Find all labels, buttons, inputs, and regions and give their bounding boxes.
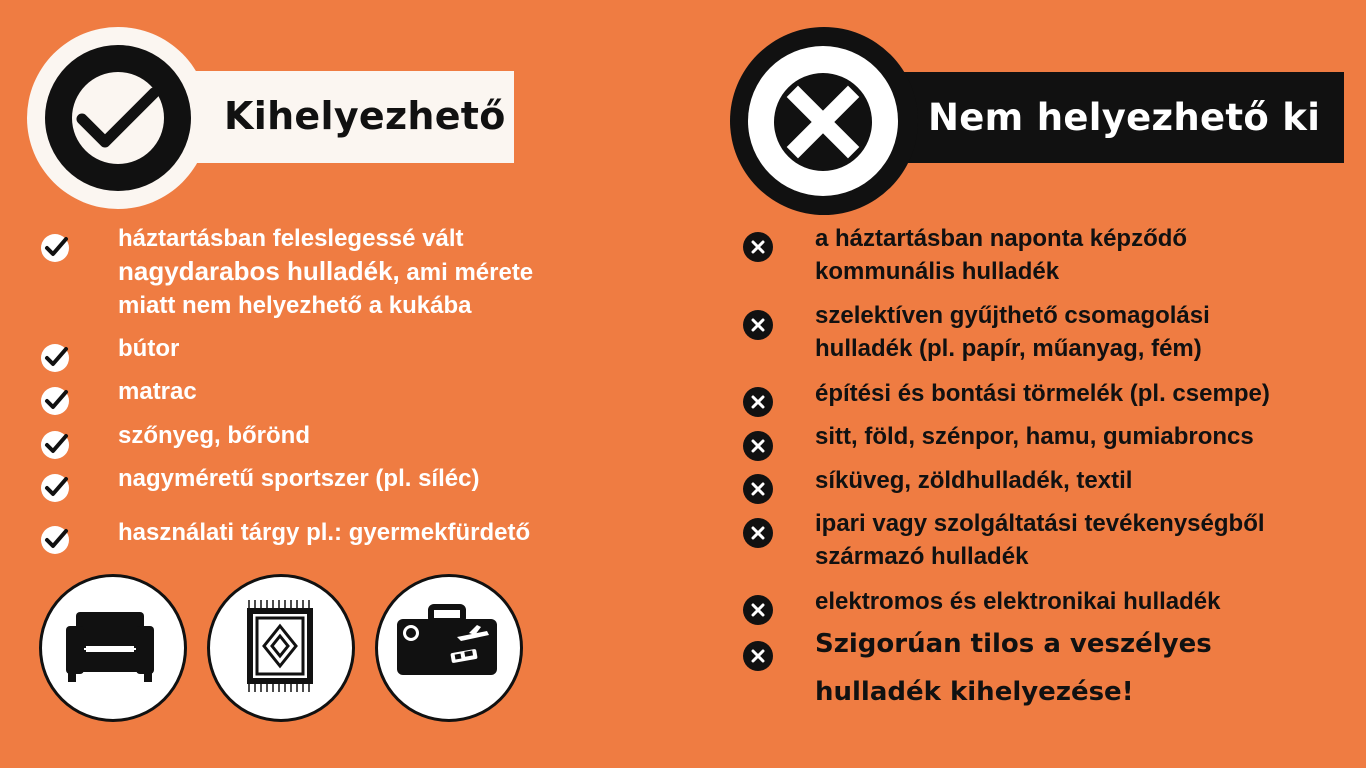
forbidden-item-hazardous-warning: [815, 620, 1212, 716]
x-bullet-icon: [742, 640, 774, 672]
check-bullet-icon: [40, 233, 70, 263]
big-x-icon: [774, 73, 872, 171]
item-line: kommunális hulladék: [815, 258, 1060, 285]
allowed-item-mattress: matrac: [118, 378, 197, 405]
check-bullet-icon: [40, 430, 70, 460]
big-check-icon: [72, 72, 164, 164]
forbidden-item-construction: [815, 377, 1270, 410]
forbidden-item-glass-green-textile: [815, 464, 1132, 497]
x-bullet-icon: [742, 517, 774, 549]
item-line: síküveg, zöldhulladék, textil: [815, 467, 1133, 494]
forbidden-title: Nem helyezhető ki: [928, 96, 1321, 139]
item-text: ami mérete: [399, 259, 534, 286]
item-line: hulladék (pl. papír, műanyag, fém): [815, 335, 1202, 362]
check-bullet-icon: [40, 473, 70, 503]
forbidden-item-electronic: [815, 585, 1221, 618]
item-line: elektromos és elektronikai hulladék: [815, 588, 1221, 615]
check-bullet-icon: [40, 525, 70, 555]
check-bullet-icon: [40, 386, 70, 416]
forbidden-item-packaging: [815, 299, 1210, 365]
forbidden-item-municipal: [815, 222, 1187, 288]
item-line: építési és bontási törmelék (pl. csempe): [815, 380, 1270, 407]
allowed-item-furniture: bútor: [118, 335, 180, 362]
item-line: sitt, föld, szénpor, hamu, gumiabroncs: [815, 423, 1254, 450]
allowed-item-household-bulky: [118, 222, 533, 322]
item-line: Szigorúan tilos a veszélyes: [815, 629, 1212, 659]
allowed-item-rug-suitcase: szőnyeg, bőrönd: [118, 422, 310, 449]
allowed-item-sports: nagyméretű sportszer (pl. síléc): [118, 465, 480, 492]
item-line: miatt nem helyezhető a kukába: [118, 292, 472, 319]
item-line: [118, 255, 533, 289]
item-line: a háztartásban naponta képződő: [815, 225, 1188, 252]
item-line: háztartásban feleslegessé vált: [118, 225, 464, 252]
x-bullet-icon: [742, 386, 774, 418]
x-bullet-icon: [742, 231, 774, 263]
item-line: hulladék kihelyezése!: [815, 677, 1134, 707]
item-emphasis: nagydarabos hulladék,: [118, 256, 400, 286]
item-line: ipari vagy szolgáltatási tevékenységből: [815, 510, 1265, 537]
x-bullet-icon: [742, 473, 774, 505]
rug-icon: [243, 598, 317, 694]
check-bullet-icon: [40, 343, 70, 373]
suitcase-icon: [395, 603, 499, 679]
item-line: szelektíven gyűjthető csomagolási: [815, 302, 1210, 329]
forbidden-item-debris: [815, 420, 1254, 453]
x-bullet-icon: [742, 594, 774, 626]
item-line: származó hulladék: [815, 543, 1029, 570]
allowed-item-utility: használati tárgy pl.: gyermekfürdető: [118, 519, 531, 546]
forbidden-item-industrial: [815, 507, 1265, 573]
x-bullet-icon: [742, 309, 774, 341]
armchair-icon: [62, 606, 158, 684]
allowed-title: Kihelyezhető: [224, 94, 506, 138]
x-bullet-icon: [742, 430, 774, 462]
